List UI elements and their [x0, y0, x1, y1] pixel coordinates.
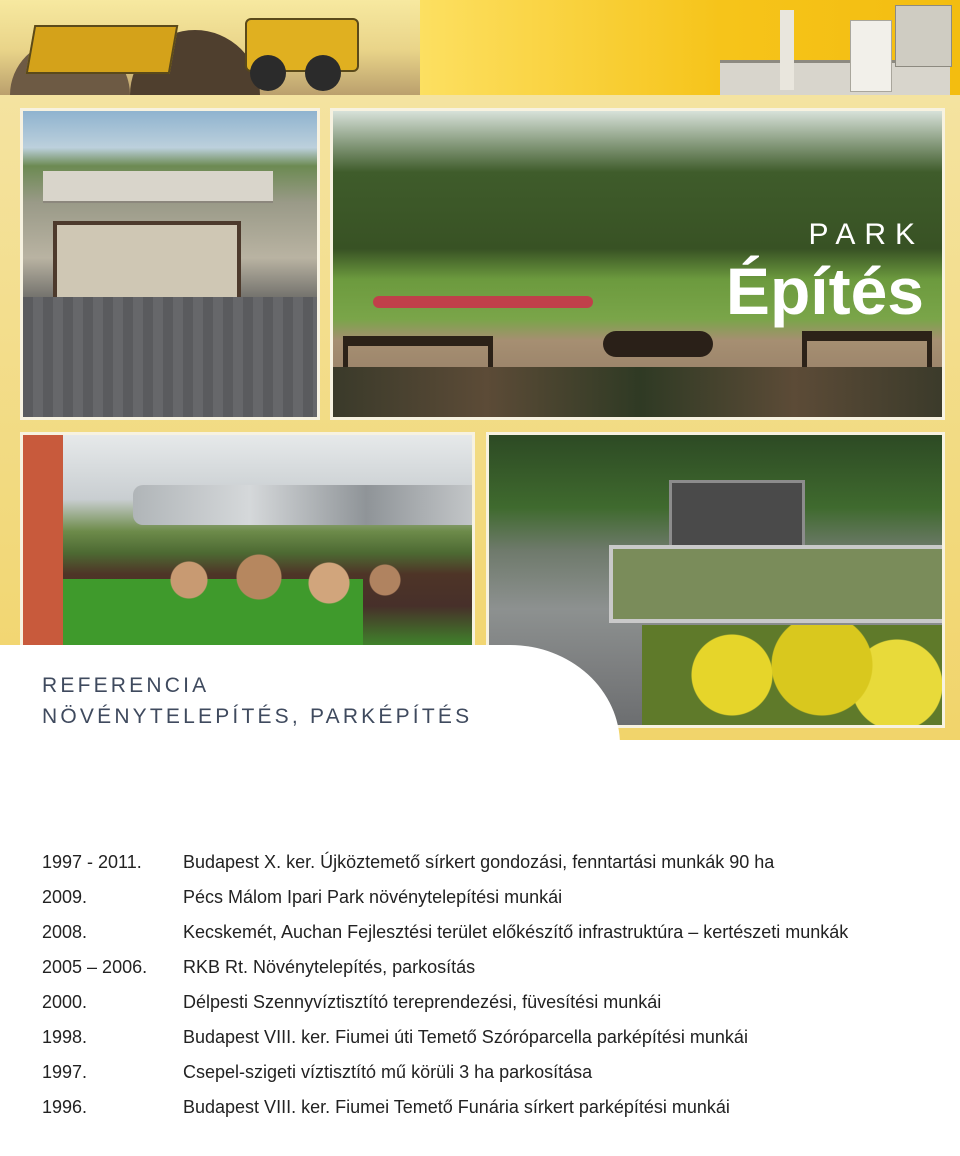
reference-years: 1997. [42, 1062, 88, 1082]
reference-text: Budapest VIII. ker. Fiumei úti Temető Szóróparcella parképítési munkái [183, 1027, 748, 1047]
reference-text: Budapest X. ker. Újköztemető sírkert gondozási, fenntartási munkák 90 ha [183, 852, 775, 872]
section-heading [42, 670, 472, 732]
heading-line-2: NÖVÉNYTELEPÍTÉS, PARKÉPÍTÉS [42, 705, 473, 728]
heading-line-1: REFERENCIA [42, 674, 210, 697]
reference-years: 2008. [42, 922, 88, 942]
title-small: PARK [808, 218, 924, 251]
reference-text: Csepel-szigeti víztisztító mű körüli 3 ha parkosítása [183, 1062, 593, 1082]
page-title [725, 218, 924, 328]
reference-years: 1998. [42, 1027, 88, 1047]
reference-years: 2009. [42, 887, 88, 907]
reference-list [42, 845, 932, 1125]
reference-text: Pécs Málom Ipari Park növénytelepítési munkái [183, 887, 563, 907]
list-item [42, 915, 932, 950]
cemetery-photo [20, 108, 320, 420]
list-item [42, 880, 932, 915]
rock-garden-photo [20, 432, 475, 652]
list-item [42, 1090, 932, 1125]
list-item [42, 1020, 932, 1055]
reference-years: 2005 – 2006. [42, 957, 148, 977]
reference-text: RKB Rt. Növénytelepítés, parkosítás [183, 957, 476, 977]
list-item [42, 845, 932, 880]
reference-years: 2000. [42, 992, 88, 1012]
reference-text: Budapest VIII. ker. Fiumei Temető Funária sírkert parképítési munkái [183, 1097, 730, 1117]
header-banner [0, 0, 960, 100]
reference-years: 1996. [42, 1097, 88, 1117]
title-big: Építés [725, 254, 924, 328]
asphalt-plant-photo [720, 0, 960, 100]
list-item [42, 1055, 932, 1090]
reference-text: Délpesti Szennyvíztisztító tereprendezési, füvesítési munkái [183, 992, 662, 1012]
list-item [42, 985, 932, 1020]
construction-machines-photo [0, 0, 420, 100]
reference-years: 1997 - 2011. [42, 852, 142, 872]
list-item [42, 950, 932, 985]
reference-text: Kecskemét, Auchan Fejlesztési terület előkészítő infrastruktúra – kertészeti munkák [183, 922, 849, 942]
